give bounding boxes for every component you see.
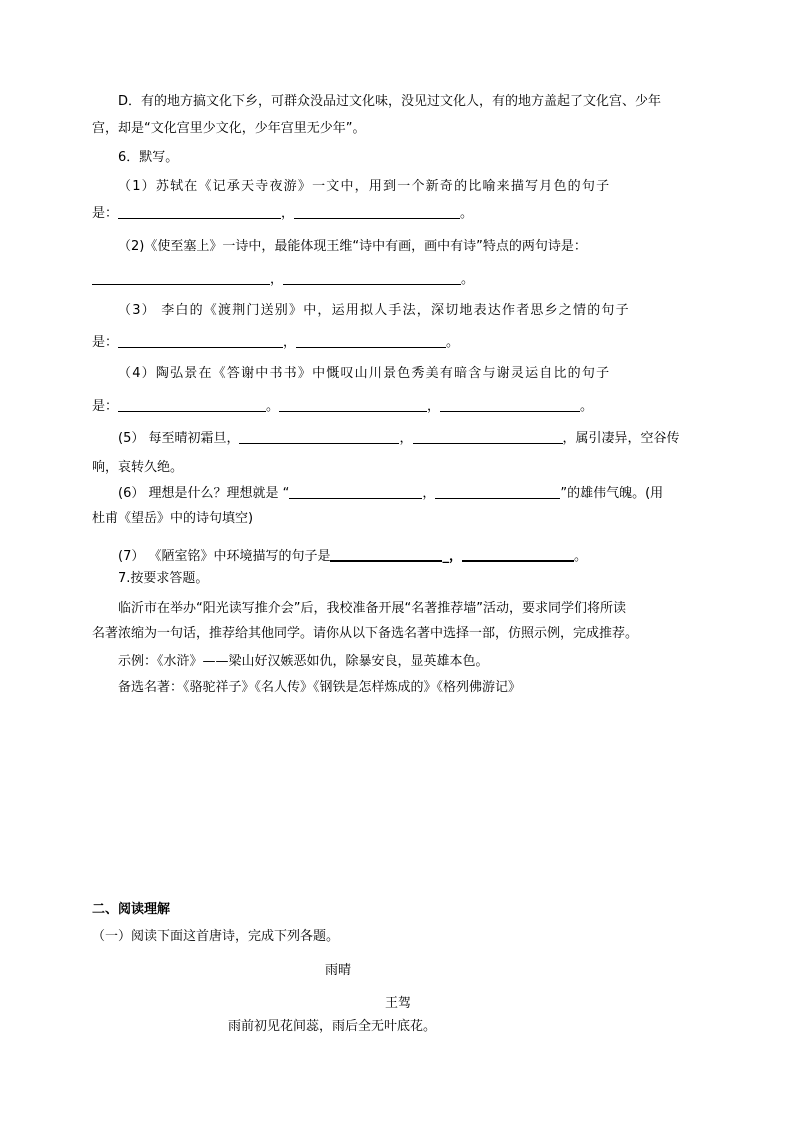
- item5-suffix: ，属引凄异，空谷传: [562, 431, 680, 446]
- section-2-subheading: （一）阅读下面这首唐诗，完成下列各题。: [92, 929, 340, 944]
- option-d-line2: 宫，却是“文化宫里少文化，少年宫里无少年”。: [92, 121, 366, 136]
- answer-blank[interactable]: [330, 546, 442, 562]
- comma: ，: [399, 431, 413, 446]
- answer-blank[interactable]: [296, 333, 446, 348]
- answer-blank[interactable]: [239, 429, 399, 444]
- q6-item1-text: （1）苏轼在《记承天寺夜游》一文中，用到一个新奇的比喻来描写月色的句子: [118, 179, 611, 194]
- answer-blank[interactable]: [462, 546, 574, 562]
- q6-item5-answer: [118, 429, 680, 448]
- answer-blank[interactable]: [413, 429, 563, 444]
- section-2-heading: 二、阅读理解: [92, 902, 171, 917]
- q7-line1: 临沂市在举办“阳光读写推介会”后，我校准备开展“名著推荐墙”活动，要求同学们将所读: [118, 601, 626, 616]
- period: 。: [574, 549, 588, 564]
- period: 。: [266, 399, 280, 414]
- q7-options: 备选名著：《骆驼祥子》《名人传》《钢铁是怎样炼成的》《格列佛游记》: [118, 680, 522, 695]
- q6-item2-answer: [92, 270, 474, 289]
- comma: ，: [270, 272, 284, 287]
- question-6-title: 6．默写。: [118, 150, 179, 165]
- item5-prefix: (5） 每至晴初霜旦，: [118, 431, 240, 446]
- answer-blank[interactable]: [118, 397, 266, 412]
- item6-prefix: (6） 理想是什么？理想就是 “: [118, 486, 290, 501]
- q6-item6-line2: 杜甫《望岳》中的诗句填空): [92, 511, 254, 526]
- answer-blank[interactable]: [92, 270, 270, 285]
- answer-blank[interactable]: [118, 333, 283, 348]
- comma: ，: [283, 335, 297, 350]
- q6-item7-answer: [118, 546, 587, 566]
- q6-item3-text: （3） 李白的《渡荆门送别》中，运用拟人手法，深切地表达作者思乡之情的句子: [118, 303, 630, 318]
- period: 。: [460, 206, 474, 221]
- period: 。: [461, 272, 475, 287]
- q6-item6-answer: [118, 484, 663, 503]
- item6-suffix: ”的雄伟气魄。(用: [560, 486, 664, 501]
- answer-blank[interactable]: [294, 204, 460, 219]
- answer-blank[interactable]: [283, 270, 461, 285]
- answer-blank[interactable]: [435, 484, 560, 499]
- q6-item4-text: （4）陶弘景在《答谢中书书》中慨叹山川景色秀美有暗含与谢灵运自比的句子: [118, 366, 611, 381]
- answer-blank[interactable]: [118, 204, 281, 219]
- answer-prefix: 是：: [92, 399, 119, 414]
- underscore: _: [442, 549, 449, 564]
- q7-example: 示例：《水浒》——梁山好汉嫉恶如仇，除暴安良，显英雄本色。: [118, 654, 489, 669]
- comma: ，: [422, 486, 436, 501]
- answer-blank[interactable]: [440, 397, 580, 412]
- q7-line2: 名著浓缩为一句话，推荐给其他同学。请你从以下备选名著中选择一部，仿照示例，完成推荐。: [92, 626, 639, 641]
- poem-title: 雨晴: [325, 963, 352, 978]
- item7-prefix: (7） 《陋室铭》中环境描写的句子是: [118, 549, 331, 564]
- q6-item1-answer: [92, 204, 473, 223]
- q6-item2-text: （2)《使至塞上》一诗中，最能体现王维“诗中有画，画中有诗”特点的两句诗是：: [118, 239, 587, 254]
- answer-blank[interactable]: [279, 397, 427, 412]
- answer-blank[interactable]: [289, 484, 422, 499]
- answer-prefix: 是：: [92, 335, 119, 350]
- q6-item5-line2: 响，哀转久绝。: [92, 460, 184, 475]
- poem-author: 王驾: [385, 996, 412, 1011]
- answer-prefix: 是：: [92, 206, 119, 221]
- period: 。: [580, 399, 594, 414]
- period: 。: [446, 335, 460, 350]
- q6-item4-answer: [92, 397, 593, 416]
- comma: ，: [427, 399, 441, 414]
- comma: ，: [281, 206, 295, 221]
- q6-item3-answer: [92, 333, 459, 352]
- poem-line-1: 雨前初见花间蕊，雨后全无叶底花。: [228, 1019, 437, 1034]
- comma: ，: [448, 549, 462, 564]
- question-7-title: 7.按要求答题。: [118, 571, 209, 586]
- option-d-line1: D．有的地方搞文化下乡，可群众没品过文化味，没见过文化人，有的地方盖起了文化宫、少年: [118, 94, 662, 109]
